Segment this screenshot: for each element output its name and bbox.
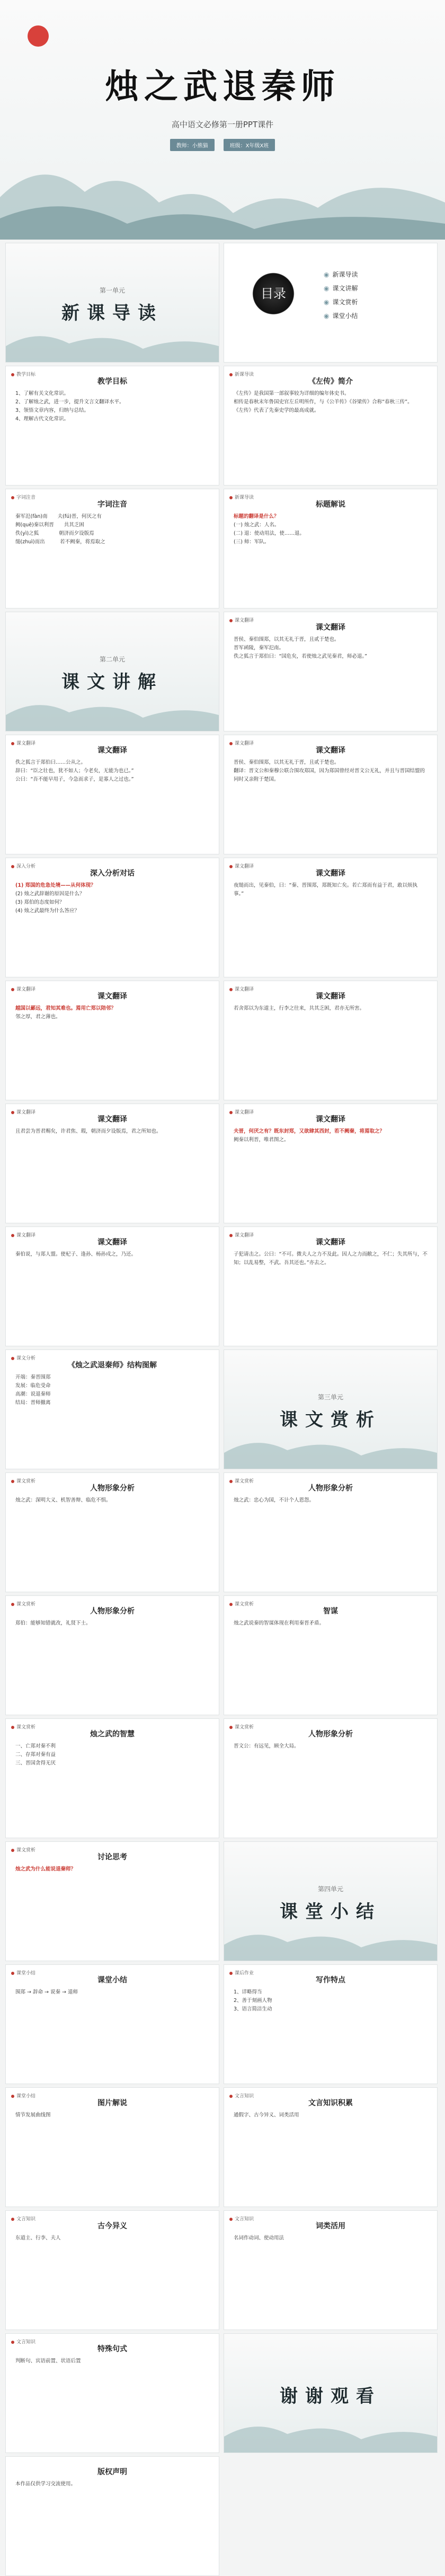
slide-title: 课文翻译 (97, 1115, 127, 1124)
slide-header: 课文翻译 (229, 862, 254, 869)
slide-title: 《左传》简介 (308, 377, 353, 386)
slide-12 (224, 858, 438, 977)
slide-body (15, 2234, 209, 2243)
slide-body (15, 513, 209, 546)
slide-25 (5, 1718, 219, 1838)
slide-body (234, 513, 428, 546)
slide-34 (224, 2210, 438, 2330)
slide-header: 课文赏析 (11, 1846, 35, 1853)
slide-line: 情节发展曲线图 (15, 2112, 51, 2118)
slide-body (15, 1250, 209, 1259)
slide-line: 标题的翻译是什么？ (234, 514, 279, 519)
slide-2 (224, 243, 438, 363)
ink-mountains-image (224, 2415, 437, 2453)
slide-body (15, 758, 209, 784)
slide-line: 辞曰：“臣之壮也，犹不如人；今老矣，无能为也已。” (15, 768, 134, 774)
slide-header: 文言知识 (11, 2215, 35, 2222)
slide-header: 字词注音 (11, 493, 35, 500)
slide-line: 烛之武：忠心为国，不计个人恩怨。 (234, 1497, 315, 1503)
slide-10 (224, 735, 438, 854)
slide-line: 2、了解烛之武，进一步，提升文言文翻译水平。 (15, 399, 124, 405)
slide-line: 邻之厚，君之薄也。 (15, 1014, 61, 1020)
slide-line: 翻译：晋文公和秦穆公联合围攻郑国，因为郑国曾经对晋文公无礼，并且与晋国结盟的同时又亲附于楚国。 (234, 768, 425, 782)
slide-4 (224, 366, 438, 486)
ink-mountains-image (6, 694, 219, 731)
slide-title: 课文翻译 (316, 1115, 345, 1124)
slide-title: 烛之武的智慧 (90, 1730, 135, 1739)
slide-title: 人物形象分析 (90, 1484, 135, 1493)
slide-line: (二) 退：使动用法，使……退。 (234, 531, 305, 536)
slide-line: 判断句、宾语前置、状语后置 (15, 2358, 81, 2364)
slide-body (15, 1004, 209, 1021)
section-title: 课堂小结 (280, 1901, 381, 1922)
slide-line: 佚之狐言于郑伯曰：“国危矣，若使烛之武见秦君，师必退。” (234, 654, 368, 659)
slide-title: 文言知识积累 (308, 2099, 353, 2107)
slide-17 (5, 1227, 219, 1346)
slide-7 (5, 612, 219, 731)
slide-body (234, 1742, 428, 1751)
slide-header: 课文翻译 (11, 739, 35, 746)
slide-header: 课文分析 (11, 1354, 35, 1361)
slide-line: 烛之武为什么能说退秦师？ (15, 1866, 76, 1872)
section-title: 课文赏析 (280, 1409, 381, 1431)
slide-line: (4) 烛之武最终为什么答应？ (15, 908, 79, 914)
slide-body (234, 1004, 428, 1013)
slide-29 (5, 1964, 219, 2084)
slide-header: 课后作业 (229, 1969, 254, 1976)
slide-body (15, 390, 209, 424)
slide-line: 子犯请击之。公曰：“不可。微夫人之力不及此。因人之力而敝之，不仁；失其所与，不知；以乱易整，不武。吾其还也。”亦去之。 (234, 1251, 428, 1266)
section-unit: 第一单元 (99, 287, 125, 294)
class-badge: 班级：X年级X班 (224, 139, 275, 151)
slide-title: 人物形象分析 (308, 1484, 353, 1493)
slide-6 (224, 489, 438, 608)
slide-23 (5, 1595, 219, 1715)
slide-line: 2、善于刻画人物 (234, 1998, 272, 2004)
slide-line: 阙秦以利晋，唯君图之。 (234, 1137, 289, 1143)
slide-header: 新课导读 (229, 493, 254, 500)
slide-header: 课文翻译 (229, 985, 254, 992)
slide-body (15, 1865, 209, 1874)
slide-line: 晋侯、秦伯围郑，以其无礼于晋，且贰于楚也。 (234, 637, 340, 642)
slide-line: 3、领悟文章内容，归纳与总结。 (15, 408, 90, 413)
slide-title: 标题解说 (316, 500, 345, 509)
slide-9 (5, 735, 219, 854)
slide-body (15, 1496, 209, 1505)
slide-header: 课文赏析 (11, 1723, 35, 1730)
section-title: 新课导读 (61, 303, 163, 324)
slide-title: 讨论思考 (97, 1853, 127, 1862)
slide-title: 《烛之武退秦师》结构图解 (68, 1361, 157, 1370)
slide-21 (5, 1472, 219, 1592)
slide-title: 图片解说 (97, 2099, 127, 2107)
slide-line: 夫晋，何厌之有？既东封郑，又欲肆其西封，若不阙秦，将焉取之？ (234, 1128, 385, 1134)
slide-line: 晋侯、秦伯围郑，以其无礼于晋，且贰于楚也。 (234, 760, 340, 765)
slide-header: 教学目标 (11, 370, 35, 377)
slide-header: 课文翻译 (11, 1108, 35, 1115)
toc-list (324, 268, 358, 323)
slide-line: 名词作动词、使动用法 (234, 2235, 284, 2241)
section-unit: 第四单元 (317, 1885, 343, 1893)
slide-27 (5, 1841, 219, 1961)
slide-title: 特殊句式 (97, 2345, 127, 2353)
slide-line: 佚之狐言于郑伯曰……公从之。 (15, 760, 86, 765)
slide-header: 文言知识 (11, 2338, 35, 2345)
slide-line: 秦军氾(fàn)南 夫(fú)晋，何厌之有 (15, 514, 102, 519)
slide-line: 秦伯说，与郑人盟。使杞子、逢孙、杨孙戍之，乃还。 (15, 1251, 137, 1257)
slide-36 (224, 2333, 438, 2453)
slide-5 (5, 489, 219, 608)
slide-header: 课文赏析 (229, 1600, 254, 1607)
slide-line: 发展：临危受命 (15, 1383, 51, 1389)
section-title: 课文讲解 (61, 672, 163, 693)
slide-32 (224, 2087, 438, 2207)
slide-line: 东道主、行李、夫人 (15, 2235, 61, 2241)
slide-line: (2) 烛之武辞谢的原因是什么？ (15, 891, 85, 897)
slide-line: 公曰：“吾不能早用子，今急而求子，是寡人之过也。” (15, 777, 134, 782)
slide-body (234, 1127, 428, 1144)
slide-body (234, 636, 428, 661)
slide-line: 佚(yì)之狐 朝济而夕设版焉 (15, 531, 94, 536)
slide-body (234, 758, 428, 784)
slide-line: (三) 师：军队。 (234, 539, 270, 545)
slide-16 (224, 1104, 438, 1223)
slide-1 (5, 243, 219, 363)
slide-title: 课文翻译 (316, 1238, 345, 1247)
slide-title: 课文翻译 (316, 992, 345, 1001)
slide-line: (3) 郑伯的态度如何？ (15, 899, 65, 905)
slide-line: 结局：晋师撤离 (15, 1400, 51, 1406)
slide-line: 3、语言简洁生动 (234, 2006, 272, 2012)
slide-15 (5, 1104, 219, 1223)
slide-header: 课堂小结 (11, 1969, 35, 1976)
slide-title: 课文翻译 (97, 992, 127, 1001)
slide-body (15, 881, 209, 915)
slide-title: 版权声明 (97, 2468, 127, 2476)
slide-line: 二、存郑对秦有益 (15, 1752, 56, 1758)
slide-header: 课文翻译 (229, 739, 254, 746)
slide-20 (224, 1349, 438, 1469)
slide-header: 课文赏析 (229, 1723, 254, 1730)
slide-title: 写作特点 (316, 1976, 345, 1984)
slide-line: 三、晋国贪得无厌 (15, 1760, 56, 1766)
slide-line: 开端：秦晋围郑 (15, 1374, 51, 1380)
slide-body (234, 1619, 428, 1628)
slide-title: 课文翻译 (97, 1238, 127, 1247)
slide-body (234, 2234, 428, 2243)
slide-body (15, 1988, 209, 1997)
slide-title: 深入分析对话 (90, 869, 135, 878)
slide-header: 课堂小结 (11, 2092, 35, 2099)
slide-title: 人物形象分析 (90, 1607, 135, 1616)
slide-header: 课文赏析 (11, 1477, 35, 1484)
slide-body (234, 881, 428, 898)
section-unit: 第三单元 (317, 1393, 343, 1401)
slide-body (234, 390, 428, 415)
slide-line: 4、理解古代文化常识。 (15, 416, 69, 422)
section-unit: 第二单元 (99, 656, 125, 663)
slide-line: 一、亡郑对秦不利 (15, 1743, 56, 1749)
slide-28 (224, 1841, 438, 1961)
slide-8 (224, 612, 438, 731)
slide-line: 晋文公：有远见，顾全大局。 (234, 1743, 299, 1749)
slide-body (15, 2480, 209, 2489)
slide-line: 通假字、古今异义、词类活用 (234, 2112, 299, 2118)
toc-ink-circle: 目录 (250, 270, 297, 317)
slide-body (15, 1127, 209, 1136)
slide-26 (224, 1718, 438, 1838)
slide-line: 《左传》代表了先秦史学的最高成就。 (234, 408, 319, 413)
slide-body (15, 1742, 209, 1768)
slide-title: 课文翻译 (316, 869, 345, 878)
slide-14 (224, 981, 438, 1100)
slide-title: 词类活用 (316, 2222, 345, 2230)
slide-30 (224, 1964, 438, 2084)
slide-line: 缒(zhuì)而出 若不阙秦，将焉取之 (15, 539, 105, 545)
slide-19 (5, 1349, 219, 1469)
slide-title: 课文翻译 (316, 623, 345, 632)
slide-title: 课文翻译 (316, 746, 345, 755)
slide-body (15, 2357, 209, 2366)
page-subtitle: 高中语文必修第一册PPT课件 (171, 120, 274, 129)
ink-mountains-image (6, 325, 219, 362)
slide-24 (224, 1595, 438, 1715)
slide-header: 课文赏析 (11, 1600, 35, 1607)
slide-title: 字词注音 (97, 500, 127, 509)
ink-mountains-image (224, 1924, 437, 1961)
slide-header: 文言知识 (229, 2092, 254, 2099)
slide-header: 文言知识 (229, 2215, 254, 2222)
teacher-badge: 教师：小熊猫 (170, 139, 215, 151)
slide-line: 越国以鄙远，君知其难也。焉用亡郑以陪邻？ (15, 1005, 117, 1011)
slide-line: 1、详略得当 (234, 1989, 262, 1995)
slide-line: (一) 烛之武：人名。 (234, 522, 280, 528)
page-title: 烛之武退秦师 (105, 67, 340, 107)
slide-header: 课文翻译 (229, 1231, 254, 1238)
slide-line: (1) 郑国的危急处境——从何体现？ (15, 883, 96, 888)
slide-header: 课文翻译 (11, 985, 35, 992)
slide-line: 晋军函陵，秦军氾南。 (234, 645, 284, 651)
toc-item[interactable]: ◉ 课文讲解 (324, 281, 358, 295)
slide-line: 1、了解有关文化常识。 (15, 391, 69, 396)
slide-body (15, 2111, 209, 2120)
slide-line: 且君尝为晋君赐矣，许君焦、瑕，朝济而夕设版焉，君之所知也。 (15, 1128, 162, 1134)
slide-body (15, 1619, 209, 1628)
slide-header: 新课导读 (229, 370, 254, 377)
slide-body (234, 1988, 428, 2014)
slide-22 (224, 1472, 438, 1592)
slide-header: 课文翻译 (229, 616, 254, 623)
toc-item[interactable]: ◉ 新课导读 (324, 268, 358, 281)
slide-body (234, 1496, 428, 1505)
slide-18 (224, 1227, 438, 1346)
slide-line: 郑伯：能够知错就改，礼贤下士。 (15, 1620, 91, 1626)
slide-line: 高潮：说退秦师 (15, 1391, 51, 1397)
slide-title: 智谋 (323, 1607, 338, 1616)
slide-3 (5, 366, 219, 486)
slide-header: 课文翻译 (229, 1108, 254, 1115)
slide-line: 围郑 → 辞命 → 说秦 → 退师 (15, 1989, 78, 1995)
ink-mountains-image (0, 134, 445, 240)
slide-line: 相传是春秋末年鲁国史官左丘明所作，与《公羊传》《谷梁传》合称“春秋三传”。 (234, 399, 413, 405)
slide-header: 课文赏析 (229, 1477, 254, 1484)
slide-35 (5, 2333, 219, 2453)
slide-13 (5, 981, 219, 1100)
slide-header: 课文翻译 (11, 1231, 35, 1238)
cover-slide (0, 0, 445, 240)
slide-title: 课堂小结 (97, 1976, 127, 1984)
slide-11 (5, 858, 219, 977)
slide-line: 烛之武说秦的智谋体现在利用秦晋矛盾。 (234, 1620, 325, 1626)
slide-title: 古今异义 (97, 2222, 127, 2230)
ink-mountains-image (224, 1432, 437, 1469)
slide-33 (5, 2210, 219, 2330)
slide-title: 课文翻译 (97, 746, 127, 755)
slide-line: 烛之武：深明大义、机智善辩、临危不惧。 (15, 1497, 111, 1503)
section-title: 谢谢观看 (280, 2386, 381, 2407)
slide-line: 夜缒而出，见秦伯，曰：“秦、晋围郑，郑既知亡矣。若亡郑而有益于君，敢以烦执事。” (234, 883, 417, 897)
slide-line: 《左传》是我国第一部叙事较为详细的编年体史书。 (234, 391, 350, 396)
toc-item[interactable]: ◉ 课文赏析 (324, 295, 358, 309)
slide-line: 若舍郑以为东道主，行李之往来，共其乏困，君亦无所害。 (234, 1005, 365, 1011)
slide-body (234, 1250, 428, 1267)
slide-31 (5, 2087, 219, 2207)
slide-header: 深入分析 (11, 862, 35, 869)
toc-item[interactable]: ◉ 课堂小结 (324, 309, 358, 323)
slide-line: 本作品仅供学习交流使用。 (15, 2481, 76, 2487)
slide-37 (5, 2456, 219, 2576)
red-sun-icon (28, 25, 49, 47)
slide-title: 教学目标 (97, 377, 127, 386)
slide-line: 阙(quē)秦以利晋 共其乏困 (15, 522, 84, 528)
slide-title: 人物形象分析 (308, 1730, 353, 1739)
slide-body (15, 1373, 209, 1407)
slide-body (234, 2111, 428, 2120)
